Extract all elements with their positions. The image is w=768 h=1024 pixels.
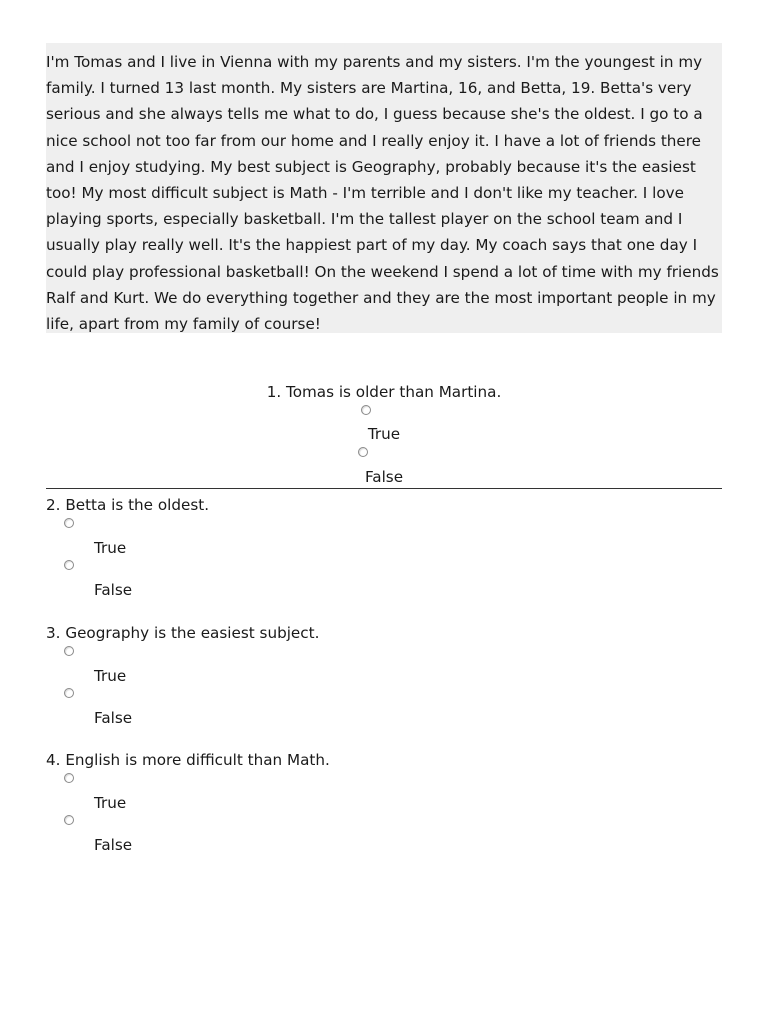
- question-3-true-radio[interactable]: [64, 646, 74, 656]
- question-2: [46, 496, 722, 606]
- question-2-true-label: True: [94, 539, 127, 557]
- question-4-true-label: True: [94, 794, 127, 812]
- question-1-false-label: False: [364, 468, 404, 486]
- question-3-false-label: False: [94, 709, 133, 727]
- question-2-false-label: False: [94, 581, 133, 599]
- question-3-true-label: True: [94, 667, 127, 685]
- question-3: [46, 624, 722, 734]
- passage-text: I'm Tomas and I live in Vienna with my parents and my sisters. I'm the youngest in my family. I turned 13 last month. My sisters are Martina, 16, and Betta, 19. Betta's very serious and she always tells me what to do, I guess because she's the oldest. I go to a nice school not too far from our home and I really enjoy it. I have a lot of friends there and I enjoy studying. My best subject is Geography, probably because it's the easiest too! My most difficult subject is Math - I'm terrible and I don't like my teacher. I love playing sports, especially basketball. I'm the tallest player on the school team and I usually play really well. It's the happiest part of my day. My coach says that one day I could play professional basketball! On the weekend I spend a lot of time with my friends Ralf and Kurt. We do everything together and they are the most important people in my life, apart from my family of course!: [46, 53, 719, 334]
- reading-passage: [46, 43, 722, 333]
- question-2-text: 2. Betta is the oldest.: [46, 496, 210, 514]
- question-1-true-label: True: [367, 425, 401, 443]
- question-2-true-radio[interactable]: [64, 518, 74, 528]
- question-3-text: 3. Geography is the easiest subject.: [46, 624, 320, 642]
- question-4-text: 4. English is more difficult than Math.: [46, 751, 330, 769]
- question-4-false-label: False: [94, 836, 133, 854]
- question-1-text: 1. Tomas is older than Martina.: [266, 383, 502, 401]
- question-1-false-radio[interactable]: [358, 447, 368, 457]
- question-1: [46, 380, 722, 489]
- question-4-true-radio[interactable]: [64, 773, 74, 783]
- question-3-false-radio[interactable]: [64, 688, 74, 698]
- question-4-false-radio[interactable]: [64, 815, 74, 825]
- question-2-false-radio[interactable]: [64, 560, 74, 570]
- question-1-true-radio[interactable]: [361, 405, 371, 415]
- question-4: [46, 751, 722, 861]
